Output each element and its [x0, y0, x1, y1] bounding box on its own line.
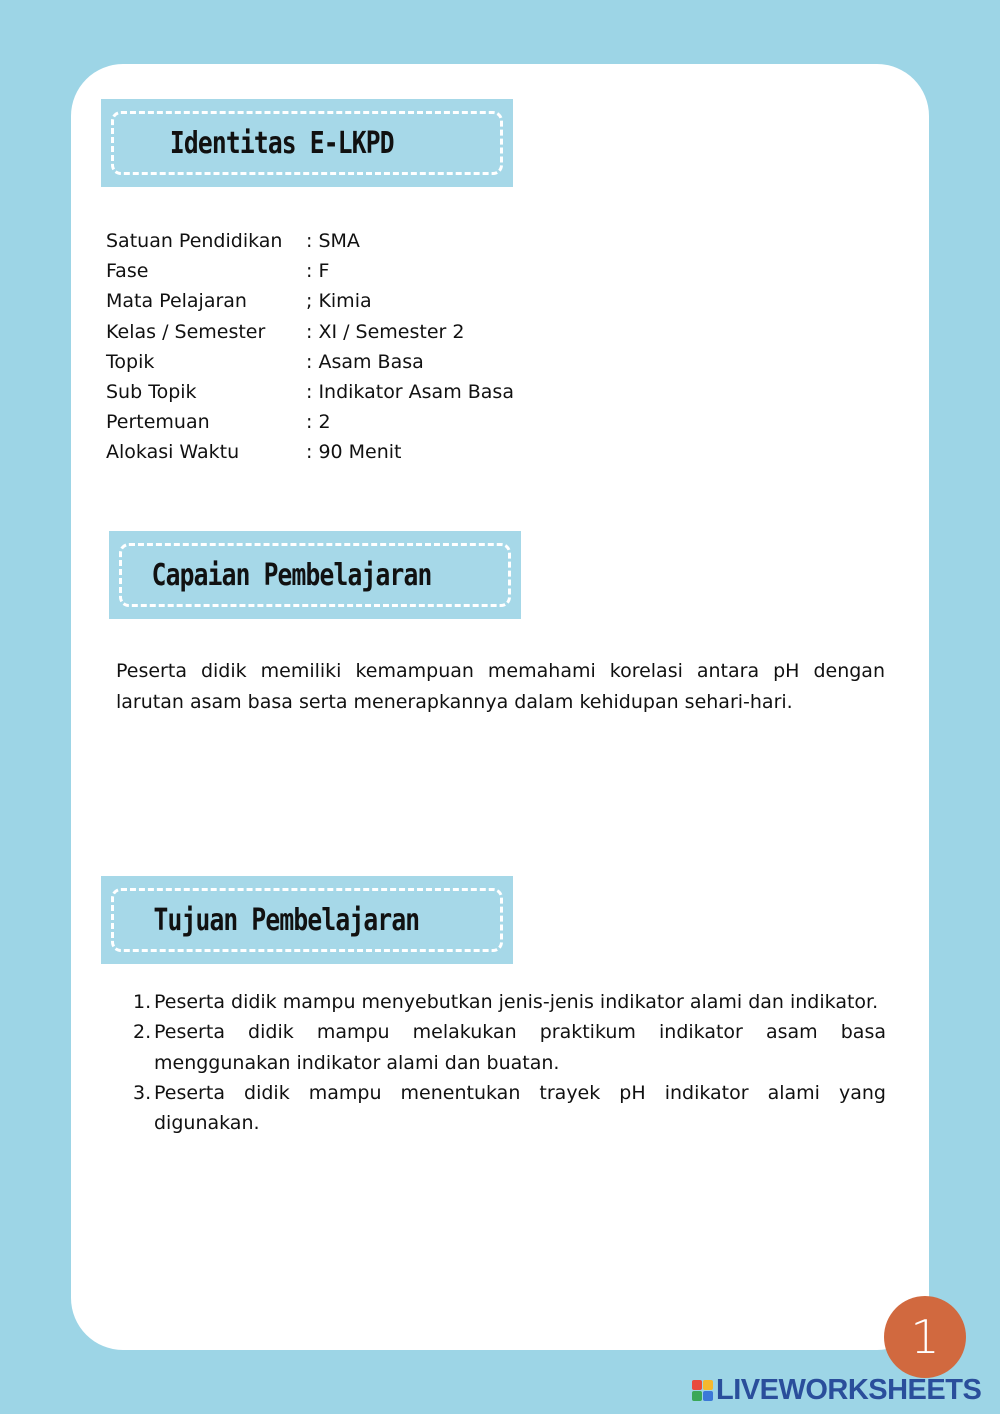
identity-label: Fase: [106, 260, 149, 283]
logo-square: [703, 1391, 713, 1401]
list-number: 1.: [133, 991, 152, 1013]
identity-label: Pertemuan: [106, 411, 210, 434]
liveworksheets-logo-icon: [692, 1380, 713, 1401]
page-number-badge: 1: [884, 1296, 966, 1378]
tujuan-title: Tujuan Pembelajaran: [153, 902, 420, 938]
watermark-text: LIVEWORKSHEETS: [716, 1374, 982, 1406]
identity-row: [106, 347, 514, 377]
list-text: Peserta didik mampu melakukan praktikum indikator asam basa menggunakan indikator alami dan buatan.: [154, 1021, 886, 1074]
logo-square: [703, 1380, 713, 1390]
list-text: Peserta didik mampu menentukan trayek pH indikator alami yang digunakan.: [154, 1081, 886, 1135]
tujuan-list: [133, 987, 886, 1138]
identitas-banner: [101, 99, 513, 187]
identity-value: : XI / Semester 2: [306, 320, 465, 343]
identitas-title: Identitas E-LKPD: [169, 125, 394, 161]
identity-label: Alokasi Waktu: [106, 441, 240, 464]
list-item: [133, 987, 886, 1017]
list-item: [133, 1017, 886, 1078]
logo-square: [692, 1380, 702, 1390]
identity-row: [106, 226, 514, 256]
liveworksheets-watermark: [692, 1374, 981, 1407]
identity-label: Topik: [106, 350, 155, 373]
identity-row: [106, 437, 514, 467]
identity-row: [106, 286, 514, 316]
identity-value: : Indikator Asam Basa: [306, 381, 514, 404]
identity-label: Satuan Pendidikan: [106, 230, 283, 252]
identity-value: : SMA: [306, 230, 360, 252]
identity-row: [106, 407, 514, 437]
capaian-title: Capaian Pembelajaran: [151, 557, 432, 593]
identity-value: ; Kimia: [306, 290, 372, 313]
identity-label: Sub Topik: [106, 381, 197, 404]
list-number: 3.: [133, 1081, 152, 1104]
logo-square: [692, 1391, 702, 1401]
identity-row: [106, 377, 514, 407]
capaian-banner: [109, 531, 521, 619]
list-text: Peserta didik mampu menyebutkan jenis-jenis indikator alami dan indikator.: [154, 991, 879, 1013]
identity-value: : 2: [306, 411, 331, 434]
identity-label: Mata Pelajaran: [106, 290, 247, 313]
list-number: 2.: [133, 1021, 152, 1044]
identity-value: : F: [306, 260, 330, 283]
identity-row: [106, 256, 514, 286]
capaian-paragraph: Peserta didik memiliki kemampuan memahami korelasi antara pH dengan larutan asam basa serta menerapkannya dalam kehidupan sehari-hari.: [116, 660, 885, 713]
identity-value: : 90 Menit: [306, 441, 402, 464]
identity-label: Kelas / Semester: [106, 320, 266, 343]
identity-list: [106, 226, 514, 468]
list-item: [133, 1078, 886, 1139]
identity-value: : Asam Basa: [306, 350, 424, 373]
identity-row: [106, 317, 514, 347]
tujuan-banner: [101, 876, 513, 964]
